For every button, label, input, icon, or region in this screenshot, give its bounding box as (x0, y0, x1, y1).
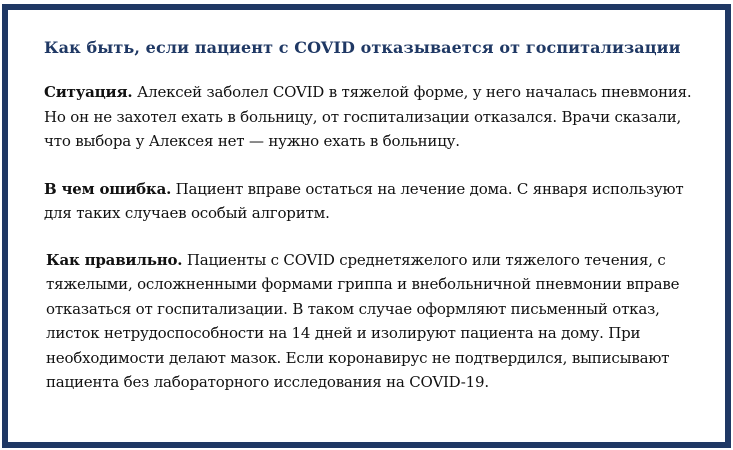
correct-label: Как правильно. (46, 250, 183, 269)
correct-text: Пациенты с COVID среднетяжелого или тяжелого течения, с тяжелыми, осложненными формами гриппа и внебольничной пневмонии вправе отказаться от госпитализации. В таком случае оформляют письменный отказ, листок нетрудоспособности на 14 дней и изолируют пациента на дому. При необходимости делают мазок. Если коронавирус не подтвердился, выписывают пациента без лабораторного исследования на COVID-19. (46, 250, 680, 391)
situation-paragraph (44, 80, 704, 154)
box-title: Как быть, если пациент с COVID отказывается от госпитализации (44, 38, 681, 57)
mistake-paragraph (44, 177, 704, 226)
mistake-label: В чем ошибка. (44, 179, 172, 198)
situation-text: Алексей заболел COVID в тяжелой форме, у него началась пневмония. Но он не захотел ехать в больницу, от госпитализации отказался. Врачи сказали, что выбора у Алексея нет — нужно ехать в больницу. (44, 83, 692, 150)
info-box-frame (2, 4, 731, 448)
info-box-content (44, 38, 704, 395)
mistake-text: Пациент вправе остаться на лечение дома. С января используют для таких случаев особый алгоритм. (44, 179, 684, 222)
correct-paragraph (44, 248, 704, 395)
situation-label: Ситуация. (44, 83, 133, 101)
